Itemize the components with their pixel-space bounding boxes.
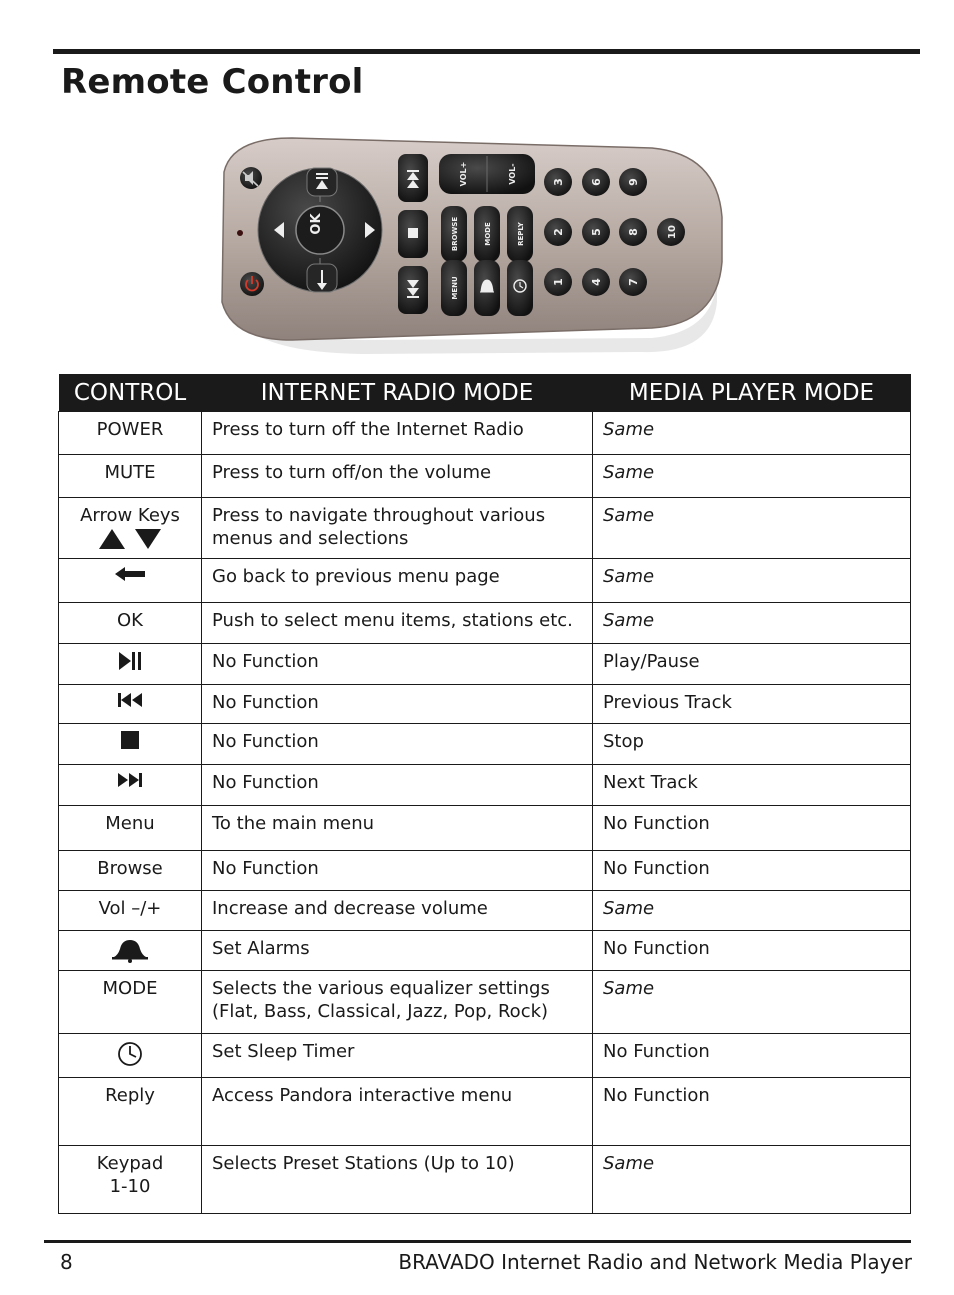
svg-text:3: 3	[552, 178, 565, 186]
control-cell: MODE	[59, 971, 202, 1034]
control-cell	[59, 559, 202, 603]
key-3	[544, 168, 572, 196]
svg-text:8: 8	[627, 228, 640, 236]
remote-illustration	[212, 132, 727, 354]
vol-up-label: VOL+	[459, 161, 468, 187]
power-button[interactable]	[240, 272, 264, 296]
radio-mode-cell: Access Pandora interactive menu	[202, 1078, 593, 1146]
control-cell: Vol –/+	[59, 891, 202, 931]
media-mode-cell: No Function	[593, 1034, 911, 1078]
control-cell: Keypad 1-10	[59, 1146, 202, 1214]
media-mode-cell: No Function	[593, 931, 911, 971]
table-row	[59, 455, 911, 498]
stop-button[interactable]	[398, 210, 428, 258]
sleep-button[interactable]	[507, 260, 533, 316]
key-10	[657, 218, 685, 246]
control-cell	[59, 1034, 202, 1078]
previous-track-button[interactable]	[398, 266, 428, 314]
table-row	[59, 1078, 911, 1146]
browse-label: BROWSE	[451, 216, 459, 252]
table-row	[59, 971, 911, 1034]
control-cell: MUTE	[59, 455, 202, 498]
header-control: CONTROL	[59, 374, 202, 412]
reply-button[interactable]	[507, 206, 533, 262]
media-mode-cell: Stop	[593, 724, 911, 765]
table-row	[59, 891, 911, 931]
control-label: Arrow Keys	[80, 505, 180, 526]
page-title: Remote Control	[61, 62, 364, 102]
up-down-arrows-icon	[97, 527, 163, 551]
table-row	[59, 765, 911, 806]
table-row	[59, 931, 911, 971]
media-mode-cell: Same	[593, 498, 911, 559]
menu-label: MENU	[451, 276, 459, 300]
key-6	[582, 168, 610, 196]
mode-label: MODE	[484, 222, 492, 246]
radio-mode-cell: Press to turn off/on the volume	[202, 455, 593, 498]
svg-text:1: 1	[552, 278, 565, 286]
table-row	[59, 851, 911, 891]
key-5	[582, 218, 610, 246]
control-cell	[59, 644, 202, 685]
key-2	[544, 218, 572, 246]
indicator-led	[237, 230, 243, 236]
radio-mode-cell: Set Alarms	[202, 931, 593, 971]
control-cell	[59, 765, 202, 806]
sleep-timer-icon	[116, 1040, 144, 1068]
reply-label: REPLY	[517, 222, 525, 246]
table-row	[59, 559, 911, 603]
table-row	[59, 644, 911, 685]
radio-mode-cell: Press to navigate throughout various menus and selections	[202, 498, 593, 559]
header-media-player-mode: MEDIA PLAYER MODE	[593, 374, 911, 412]
back-button[interactable]	[307, 264, 337, 292]
browse-button[interactable]	[441, 206, 467, 262]
control-cell	[59, 931, 202, 971]
table-header-row	[59, 374, 911, 412]
media-mode-cell: Same	[593, 603, 911, 644]
media-mode-cell: Same	[593, 559, 911, 603]
media-mode-cell: No Function	[593, 1078, 911, 1146]
table-row	[59, 1146, 911, 1214]
media-mode-cell: No Function	[593, 851, 911, 891]
control-cell: Menu	[59, 806, 202, 851]
play-pause-icon	[117, 650, 143, 672]
ok-label: OK	[309, 213, 324, 235]
table-row	[59, 724, 911, 765]
control-cell	[59, 724, 202, 765]
svg-text:9: 9	[627, 178, 640, 186]
table-row	[59, 412, 911, 455]
control-cell	[59, 498, 202, 559]
table-row	[59, 498, 911, 559]
svg-text:5: 5	[590, 228, 603, 236]
control-cell	[59, 685, 202, 724]
next-track-icon	[116, 771, 144, 789]
radio-mode-cell: No Function	[202, 724, 593, 765]
volume-rocker[interactable]	[439, 154, 535, 194]
svg-text:6: 6	[590, 178, 603, 186]
radio-mode-cell: No Function	[202, 685, 593, 724]
radio-mode-cell: No Function	[202, 644, 593, 685]
top-rule	[53, 49, 920, 54]
media-mode-cell: Same	[593, 971, 911, 1034]
controls-table	[58, 374, 911, 1214]
key-9	[619, 168, 647, 196]
stop-icon	[119, 730, 141, 750]
page-number: 8	[60, 1250, 73, 1274]
media-mode-cell: Next Track	[593, 765, 911, 806]
play-pause-button[interactable]	[307, 168, 337, 196]
footer-title: BRAVADO Internet Radio and Network Media Player	[398, 1250, 912, 1274]
radio-mode-cell: Go back to previous menu page	[202, 559, 593, 603]
control-cell: OK	[59, 603, 202, 644]
media-mode-cell: No Function	[593, 806, 911, 851]
radio-mode-cell: No Function	[202, 851, 593, 891]
menu-button[interactable]	[441, 260, 467, 316]
media-mode-cell: Same	[593, 891, 911, 931]
media-mode-cell: Same	[593, 1146, 911, 1214]
radio-mode-cell: Push to select menu items, stations etc.	[202, 603, 593, 644]
radio-mode-cell: Increase and decrease volume	[202, 891, 593, 931]
remote-svg	[212, 132, 727, 354]
key-4	[582, 268, 610, 296]
radio-mode-cell: Set Sleep Timer	[202, 1034, 593, 1078]
stop-icon	[408, 228, 418, 238]
media-mode-cell: Play/Pause	[593, 644, 911, 685]
bottom-rule	[44, 1240, 911, 1243]
radio-mode-cell: Selects the various equalizer settings (Flat, Bass, Classical, Jazz, Pop, Rock)	[202, 971, 593, 1034]
svg-text:4: 4	[590, 278, 603, 286]
previous-track-icon	[116, 691, 144, 709]
mode-button[interactable]	[474, 206, 500, 262]
control-cell: Browse	[59, 851, 202, 891]
radio-mode-cell: No Function	[202, 765, 593, 806]
svg-text:2: 2	[552, 228, 565, 236]
back-arrow-icon	[113, 565, 147, 583]
key-8	[619, 218, 647, 246]
table-row	[59, 685, 911, 724]
radio-mode-cell: Selects Preset Stations (Up to 10)	[202, 1146, 593, 1214]
mute-button[interactable]	[240, 167, 262, 189]
radio-mode-cell: To the main menu	[202, 806, 593, 851]
svg-text:10: 10	[667, 225, 678, 239]
vol-down-label: VOL-	[508, 163, 517, 185]
media-mode-cell: Same	[593, 455, 911, 498]
svg-text:7: 7	[627, 278, 640, 286]
header-internet-radio-mode: INTERNET RADIO MODE	[202, 374, 593, 412]
alarm-bell-icon	[110, 937, 150, 963]
table-row	[59, 806, 911, 851]
key-1	[544, 268, 572, 296]
media-mode-cell: Same	[593, 412, 911, 455]
control-cell: POWER	[59, 412, 202, 455]
table-row	[59, 1034, 911, 1078]
next-track-button[interactable]	[398, 154, 428, 202]
control-cell: Reply	[59, 1078, 202, 1146]
key-7	[619, 268, 647, 296]
table-row	[59, 603, 911, 644]
media-mode-cell: Previous Track	[593, 685, 911, 724]
radio-mode-cell: Press to turn off the Internet Radio	[202, 412, 593, 455]
alarm-button[interactable]	[474, 260, 500, 316]
